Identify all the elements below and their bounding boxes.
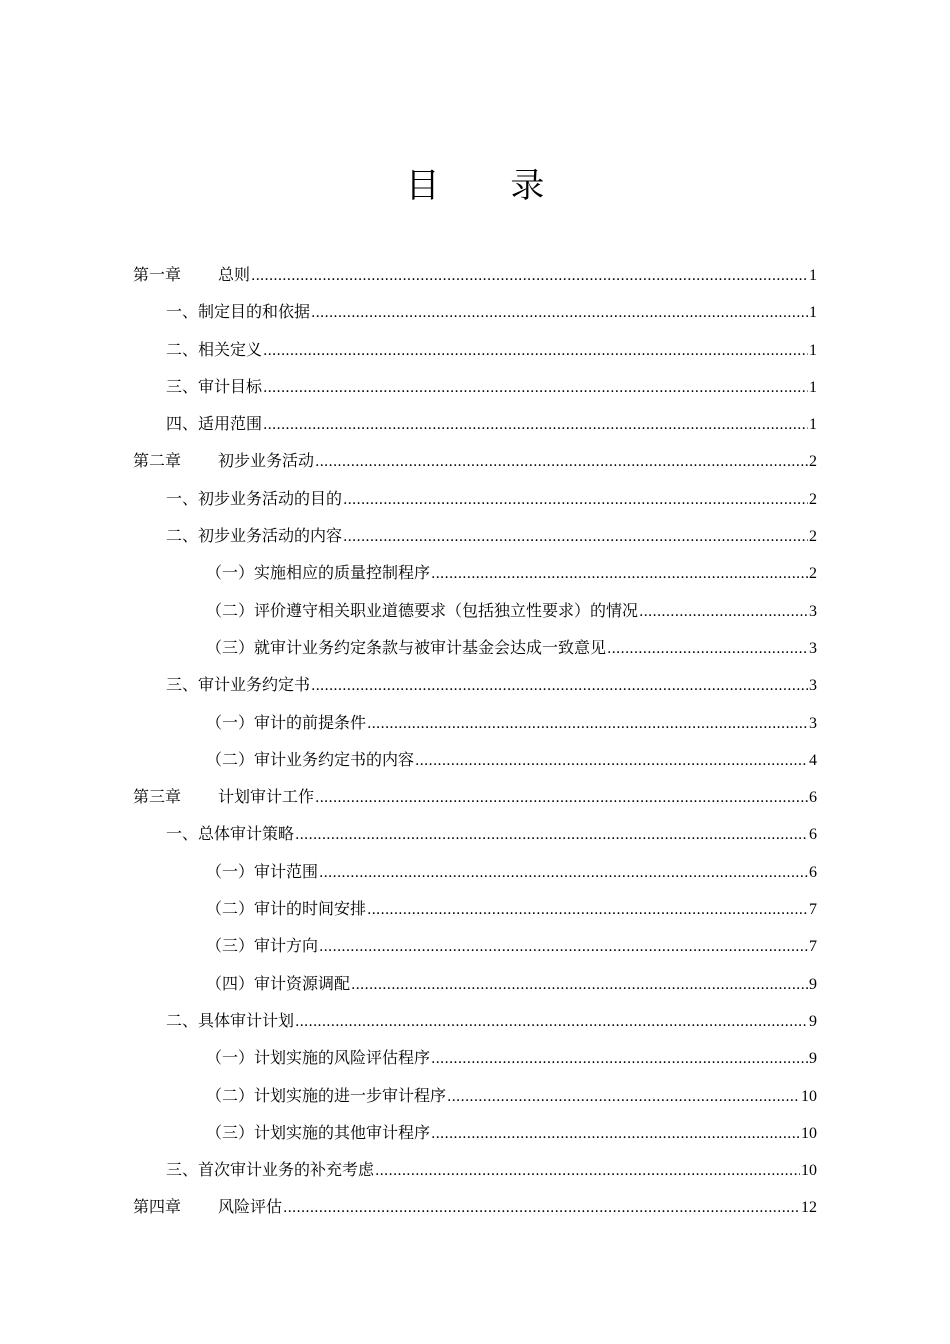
toc-chapter-number: 第四章: [133, 1197, 182, 1217]
toc-page-number: 2: [809, 528, 817, 546]
toc-page-number: 10: [801, 1124, 817, 1142]
toc-entry[interactable]: [133, 411, 817, 448]
toc-entry[interactable]: [133, 672, 817, 709]
toc-page-number: 9: [809, 1012, 817, 1030]
toc-entry[interactable]: [133, 299, 817, 336]
toc-leader-dots: [319, 862, 808, 881]
toc-entry-label: （二）评价遵守相关职业道德要求（包括独立性要求）的情况: [206, 600, 639, 620]
toc-leader-dots: [319, 936, 808, 955]
toc-entry-label: 计划审计工作: [218, 787, 315, 807]
toc-chapter-entry[interactable]: [133, 1194, 817, 1231]
toc-entry-label: 一、初步业务活动的目的: [166, 488, 343, 508]
toc-page-number: 2: [809, 565, 817, 583]
toc-chapter-number: 第三章: [133, 787, 182, 807]
toc-page-number: 2: [809, 490, 817, 508]
toc-leader-dots: [251, 265, 808, 284]
toc-entry-label: （三）审计方向: [206, 936, 319, 956]
toc-entry[interactable]: [133, 710, 817, 747]
toc-chapter-entry[interactable]: [133, 784, 817, 821]
toc-entry[interactable]: [133, 1157, 817, 1194]
toc-entry[interactable]: [133, 1008, 817, 1045]
toc-entry-label: （二）审计业务约定书的内容: [206, 749, 415, 769]
toc-entry[interactable]: [133, 747, 817, 784]
toc-chapter-number: 第二章: [133, 451, 182, 471]
toc-entry[interactable]: [133, 560, 817, 597]
toc-entry-label: （三）计划实施的其他审计程序: [206, 1122, 431, 1142]
toc-entry-label: 二、具体审计计划: [166, 1010, 295, 1030]
toc-chapter-number: 第一章: [133, 265, 182, 284]
toc-page-number: 1: [809, 378, 817, 396]
toc-entry[interactable]: [133, 523, 817, 560]
toc-leader-dots: [263, 377, 808, 396]
toc-entry-label: （四）审计资源调配: [206, 973, 351, 993]
toc-chapter-entry[interactable]: [133, 262, 817, 299]
toc-leader-dots: [343, 489, 808, 508]
toc-leader-dots: [431, 1123, 800, 1142]
toc-page-number: 6: [809, 863, 817, 881]
toc-entry-label: （三）就审计业务约定条款与被审计基金会达成一致意见: [206, 637, 607, 657]
toc-entry[interactable]: [133, 635, 817, 672]
toc-page-number: 12: [801, 1199, 817, 1217]
toc-entry[interactable]: [133, 374, 817, 411]
toc-entry-label: 风险评估: [218, 1197, 283, 1217]
toc-leader-dots: [447, 1086, 800, 1105]
toc-leader-dots: [263, 414, 808, 433]
toc-page-number: 1: [809, 341, 817, 359]
toc-leader-dots: [263, 340, 808, 359]
toc-entry[interactable]: [133, 933, 817, 970]
toc-entry-label: （一）实施相应的质量控制程序: [206, 563, 431, 583]
toc-leader-dots: [315, 451, 808, 470]
toc-entry-label: 二、初步业务活动的内容: [166, 526, 343, 546]
toc-entry-label: 一、总体审计策略: [166, 824, 295, 844]
toc-entry-label: （一）审计范围: [206, 861, 319, 881]
toc-leader-dots: [283, 1197, 800, 1216]
toc-entry[interactable]: [133, 598, 817, 635]
toc-leader-dots: [607, 638, 808, 657]
toc-leader-dots: [415, 750, 808, 769]
toc-title: 目 录: [405, 166, 575, 206]
toc-entry[interactable]: [133, 971, 817, 1008]
toc-page-number: 4: [809, 751, 817, 769]
toc-leader-dots: [311, 675, 808, 694]
toc-entry[interactable]: [133, 1083, 817, 1120]
toc-entry[interactable]: [133, 821, 817, 858]
toc-entry-label: 初步业务活动: [218, 451, 315, 471]
toc-leader-dots: [639, 601, 808, 620]
toc-page-number: 2: [809, 453, 817, 471]
toc-page-number: 1: [809, 416, 817, 434]
toc-list: [133, 262, 817, 1232]
toc-page-number: 3: [809, 714, 817, 732]
toc-entry-label: 四、适用范围: [166, 414, 263, 434]
toc-entry-label: 一、制定目的和依据: [166, 302, 311, 322]
toc-leader-dots: [311, 302, 808, 321]
toc-entry[interactable]: [133, 859, 817, 896]
toc-leader-dots: [431, 1048, 808, 1067]
toc-page-number: 7: [809, 938, 817, 956]
toc-leader-dots: [351, 974, 808, 993]
toc-page-number: 3: [809, 677, 817, 695]
toc-leader-dots: [343, 526, 808, 545]
toc-page-number: 1: [809, 267, 817, 284]
toc-entry-label: 三、首次审计业务的补充考虑: [166, 1160, 375, 1180]
toc-entry-label: （一）审计的前提条件: [206, 712, 367, 732]
toc-entry-label: （二）计划实施的进一步审计程序: [206, 1085, 447, 1105]
toc-entry-label: （二）审计的时间安排: [206, 899, 367, 919]
toc-leader-dots: [295, 1011, 808, 1030]
toc-entry[interactable]: [133, 1045, 817, 1082]
toc-page-number: 6: [809, 826, 817, 844]
toc-leader-dots: [431, 563, 808, 582]
toc-leader-dots: [367, 713, 808, 732]
toc-entry[interactable]: [133, 337, 817, 374]
toc-entry[interactable]: [133, 486, 817, 523]
toc-page-number: 1: [809, 304, 817, 322]
toc-page-number: 7: [809, 901, 817, 919]
toc-entry-label: 总则: [218, 265, 251, 284]
toc-leader-dots: [315, 787, 808, 806]
toc-page-number: 10: [801, 1162, 817, 1180]
toc-page-number: 9: [809, 975, 817, 993]
toc-entry-label: 二、相关定义: [166, 339, 263, 359]
toc-entry[interactable]: [133, 1120, 817, 1157]
toc-leader-dots: [375, 1160, 800, 1179]
toc-leader-dots: [367, 899, 808, 918]
toc-page-number: 3: [809, 602, 817, 620]
toc-entry-label: 三、审计目标: [166, 376, 263, 396]
toc-page-number: 3: [809, 639, 817, 657]
toc-page-number: 6: [809, 789, 817, 807]
toc-chapter-entry[interactable]: [133, 448, 817, 485]
toc-page-number: 10: [801, 1087, 817, 1105]
toc-entry-label: 三、审计业务约定书: [166, 675, 311, 695]
toc-leader-dots: [295, 824, 808, 843]
toc-entry-label: （一）计划实施的风险评估程序: [206, 1048, 431, 1068]
toc-page-number: 9: [809, 1050, 817, 1068]
toc-entry[interactable]: [133, 896, 817, 933]
